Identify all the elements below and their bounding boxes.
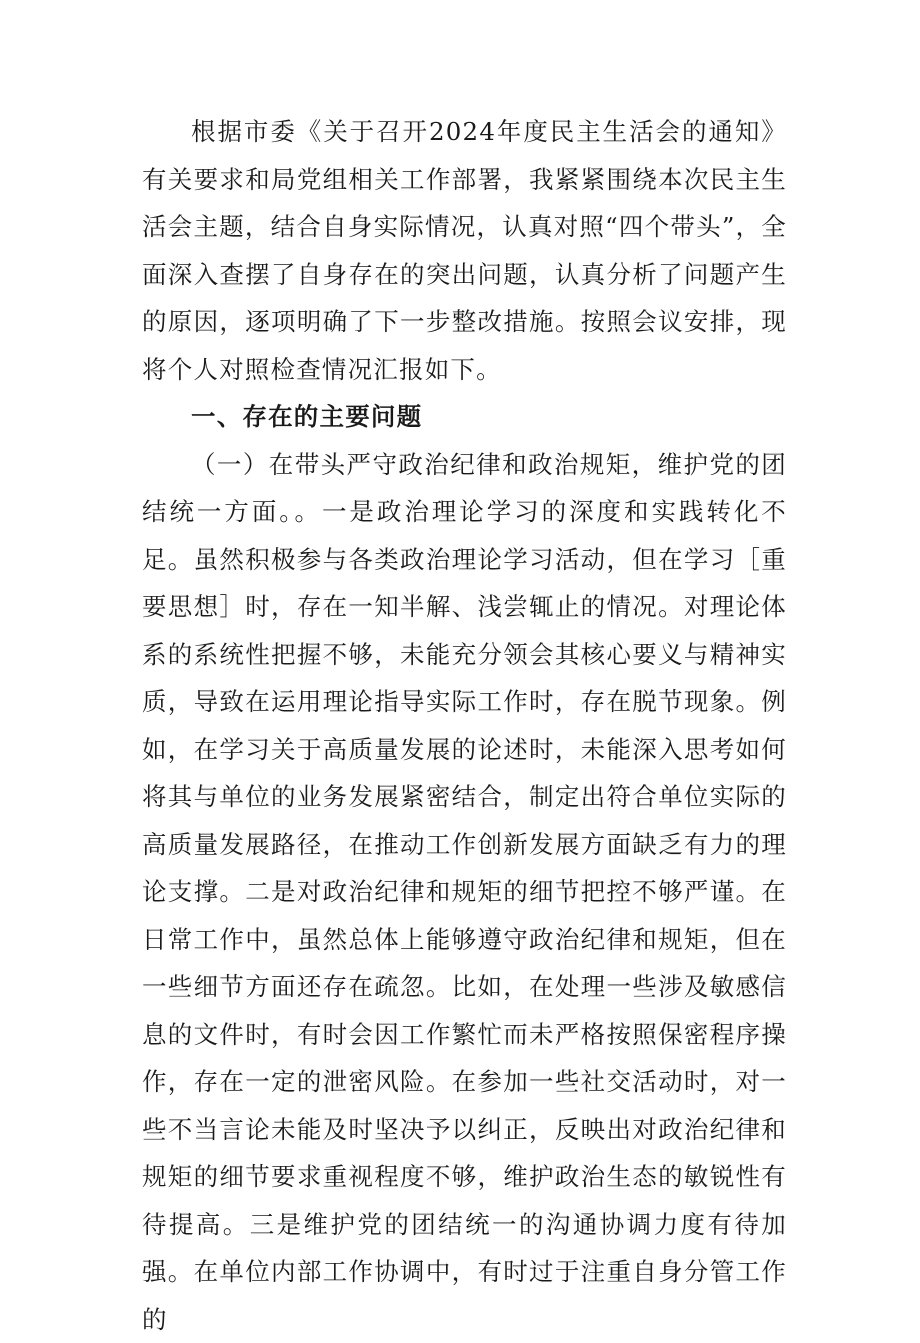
section-heading: 一、存在的主要问题 xyxy=(142,393,787,441)
document-body xyxy=(142,108,787,1343)
subsection-paragraph: （一）在带头严守政治纪律和政治规矩，维护党的团结统一方面。。一是政治理论学习的深度和实践转化不足。虽然积极参与各类政治理论学习活动，但在学习［重要思想］时，存在一知半解、浅尝辄止的情况。对理论体系的系统性把握不够，未能充分领会其核心要义与精神实质，导致在运用理论指导实际工作时，存在脱节现象。例如，在学习关于高质量发展的论述时，未能深入思考如何将其与单位的业务发展紧密结合，制定出符合单位实际的高质量发展路径，在推动工作创新发展方面缺乏有力的理论支撑。二是对政治纪律和规矩的细节把控不够严谨。在日常工作中，虽然总体上能够遵守政治纪律和规矩，但在一些细节方面还存在疏忽。比如，在处理一些涉及敏感信息的文件时，有时会因工作繁忙而未严格按照保密程序操作，存在一定的泄密风险。在参加一些社交活动时，对一些不当言论未能及时坚决予以纠正，反映出对政治纪律和规矩的细节要求重视程度不够，维护政治生态的敏锐性有待提高。三是维护党的团结统一的沟通协调力度有待加强。在单位内部工作协调中，有时过于注重自身分管工作的 xyxy=(142,441,787,1343)
intro-paragraph: 根据市委《关于召开2024年度民主生活会的通知》有关要求和局党组相关工作部署，我紧紧围绕本次民主生活会主题，结合自身实际情况，认真对照“四个带头”，全面深入查摆了自身存在的突出问题，认真分析了问题产生的原因，逐项明确了下一步整改措施。按照会议安排，现将个人对照检查情况汇报如下。 xyxy=(142,108,787,393)
